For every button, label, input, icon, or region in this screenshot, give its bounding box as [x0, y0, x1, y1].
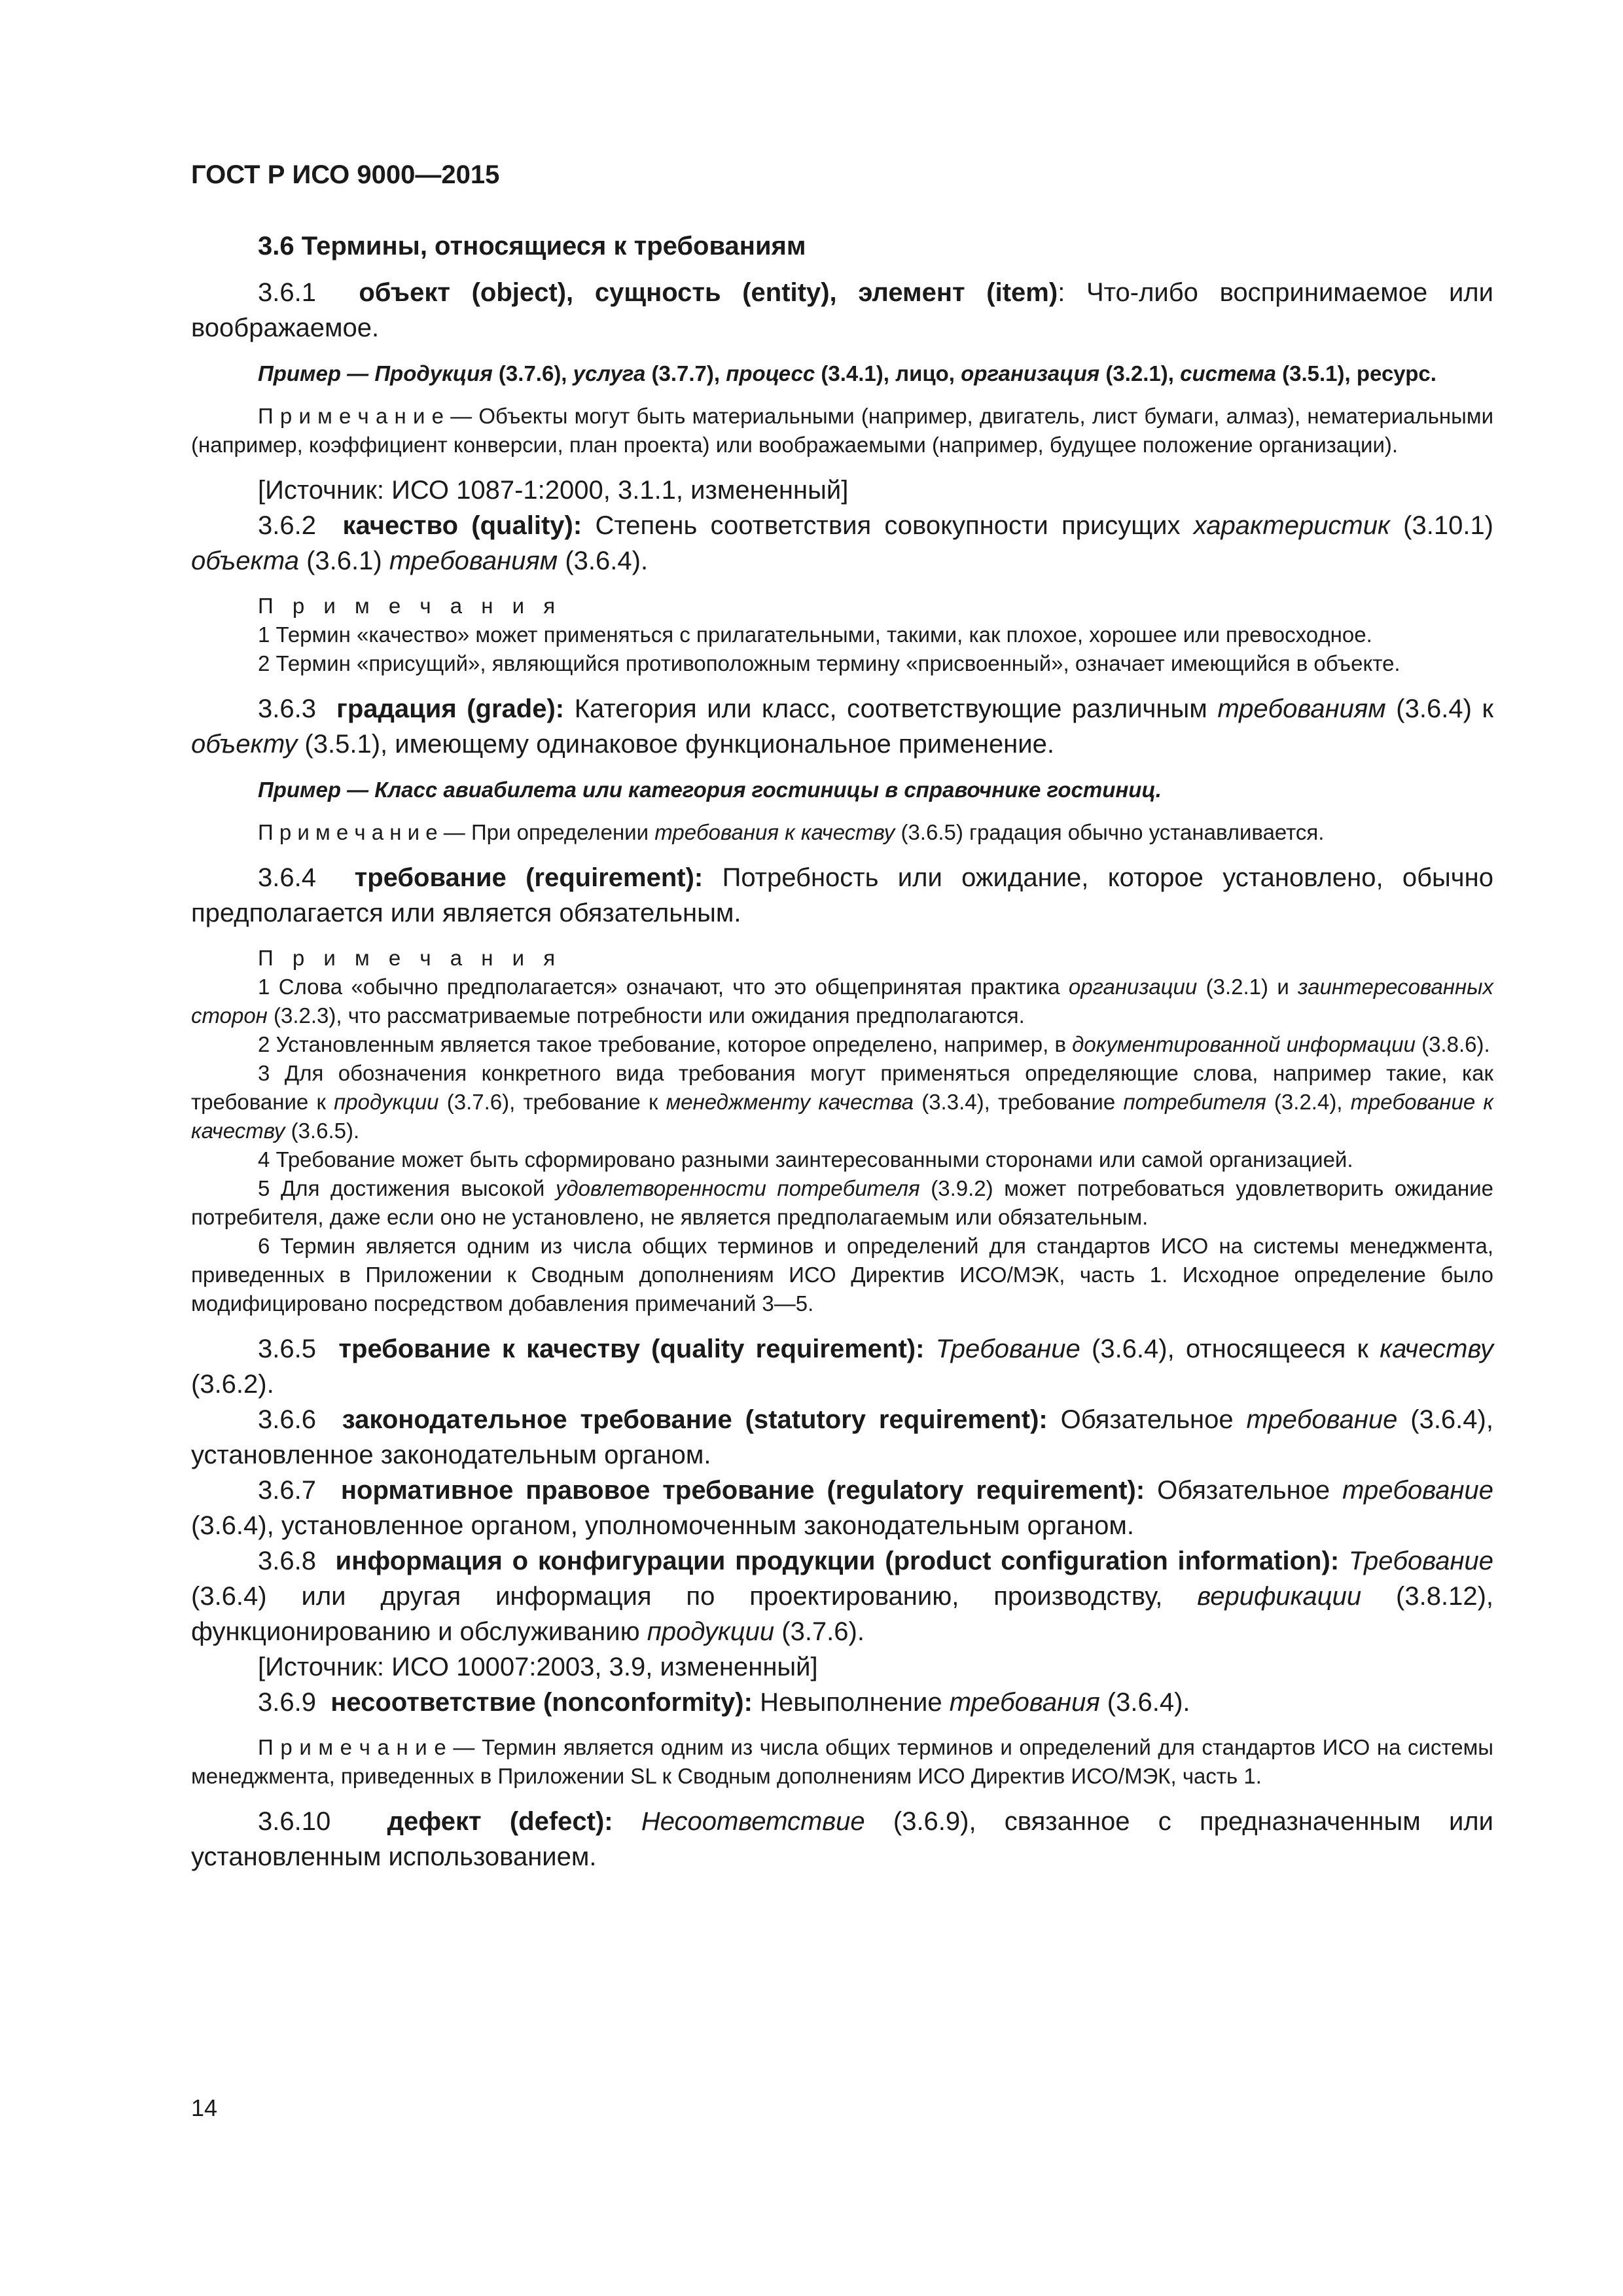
notes-heading-3-6-4: П р и м е ч а н и я	[258, 946, 562, 970]
document-body	[191, 229, 1493, 1874]
notes-heading-3-6-2: П р и м е ч а н и я	[258, 594, 562, 618]
page-number: 14	[191, 2094, 218, 2121]
term-3-6-2: 3.6.2 качество (quality): Степень соответствия совокупности присущих характеристик (3.10.1) объекта (3.6.1) требованиям (3.6.4).	[191, 511, 1494, 575]
term-3-6-6: 3.6.6 законодательное требование (statutory requirement): Обязательное требование (3.6.4), установленное законодательным органом.	[191, 1405, 1493, 1469]
term-3-6-4: 3.6.4 требование (requirement): Потребность или ожидание, которое установлено, обычно предполагается или является обязательным.	[191, 863, 1493, 927]
term-3-6-10: 3.6.10 дефект (defect): Несоответствие (3.6.9), связанное с предназначенным или установленным использованием.	[191, 1807, 1493, 1871]
term-3-6-3: 3.6.3 градация (grade): Категория или класс, соответствующие различным требованиям (3.6.4) к объекту (3.5.1), имеющему одинаковое функциональное применение.	[191, 694, 1494, 759]
note-3-6-4-6: 6 Термин является одним из числа общих терминов и определений для стандартов ИСО на системы менеджмента, приведенных в Приложении к Сводным дополнениям ИСО Директив ИСО/МЭК, часть 1. Исходное определение было модифицировано посредством добавления примечаний 3—5.	[191, 1234, 1493, 1316]
term-3-6-8: 3.6.8 информация о конфигурации продукции (product configuration information): Требование (3.6.4) или другая информация по проектированию, производству, верификации (3.8.12), функционированию и обслуживанию продукции (3.7.6).	[191, 1547, 1494, 1646]
source-3-6-8: [Источник: ИСО 10007:2003, 3.9, измененный]	[258, 1653, 818, 1681]
example-3-6-1: Пример — Продукция (3.7.6), услуга (3.7.7), процесс (3.4.1), лицо, организация (3.2.1), система (3.5.1), ресурс.	[258, 361, 1436, 386]
term-3-6-9: 3.6.9 несоответствие (nonconformity): Невыполнение требования (3.6.4).	[258, 1688, 1190, 1717]
document-page	[191, 0, 1493, 2296]
note-3-6-4-1: 1 Слова «обычно предполагается» означают, что это общепринятая практика организации (3.2.1) и заинтересованных сторон (3.2.3), что рассматриваемые потребности или ожидания предполагаются.	[191, 975, 1493, 1028]
document-header: ГОСТ Р ИСО 9000—2015	[191, 160, 500, 189]
note-3-6-1: П р и м е ч а н и е — Объекты могут быть материальными (например, двигатель, лист бумаги, алмаз), нематериальными (например, коэффициент конверсии, план проекта) или воображаемыми (например, будущее положение организации).	[191, 404, 1494, 457]
note-3-6-3: П р и м е ч а н и е — При определении требования к качеству (3.6.5) градация обычно устанавливается.	[258, 820, 1325, 844]
term-3-6-5: 3.6.5 требование к качеству (quality requirement): Требование (3.6.4), относящееся к качеству (3.6.2).	[191, 1335, 1494, 1399]
term-3-6-7: 3.6.7 нормативное правовое требование (regulatory requirement): Обязательное требование (3.6.4), установленное органом, уполномоченным законодательным органом.	[191, 1476, 1493, 1540]
note-3-6-2-1: 1 Термин «качество» может применяться с прилагательными, такими, как плохое, хорошее или превосходное.	[258, 622, 1372, 647]
note-3-6-4-5: 5 Для достижения высокой удовлетворенности потребителя (3.9.2) может потребоваться удовлетворить ожидание потребителя, даже если оно не установлено, не является предполагаемым или обязательным.	[191, 1176, 1493, 1229]
example-3-6-3: Пример — Класс авиабилета или категория гостиницы в справочнике гостиниц.	[258, 778, 1162, 802]
source-3-6-1: [Источник: ИСО 1087-1:2000, 3.1.1, измененный]	[258, 476, 849, 505]
term-3-6-1: 3.6.1 объект (object), сущность (entity), элемент (item): Что-либо воспринимаемое или воображаемое.	[191, 278, 1493, 342]
note-3-6-4-2: 2 Установленным является такое требование, которое определено, например, в документированной информации (3.8.6).	[258, 1032, 1490, 1056]
note-3-6-4-4: 4 Требование может быть сформировано разными заинтересованными сторонами или самой организацией.	[258, 1147, 1353, 1172]
section-title: 3.6 Термины, относящиеся к требованиям	[258, 232, 806, 260]
note-3-6-9: П р и м е ч а н и е — Термин является одним из числа общих терминов и определений для стандартов ИСО на системы менеджмента, приведенных в Приложении SL к Сводным дополнениям ИСО Директив ИСО/МЭК, часть 1.	[191, 1735, 1493, 1788]
note-3-6-2-2: 2 Термин «присущий», являющийся противоположным термину «присвоенный», означает имеющийся в объекте.	[258, 651, 1400, 675]
note-3-6-4-3: 3 Для обозначения конкретного вида требования могут применяться определяющие слова, например такие, как требование к продукции (3.7.6), требование к менеджменту качества (3.3.4), требование потребителя (3.2.4), требование к качеству (3.6.5).	[191, 1061, 1493, 1143]
